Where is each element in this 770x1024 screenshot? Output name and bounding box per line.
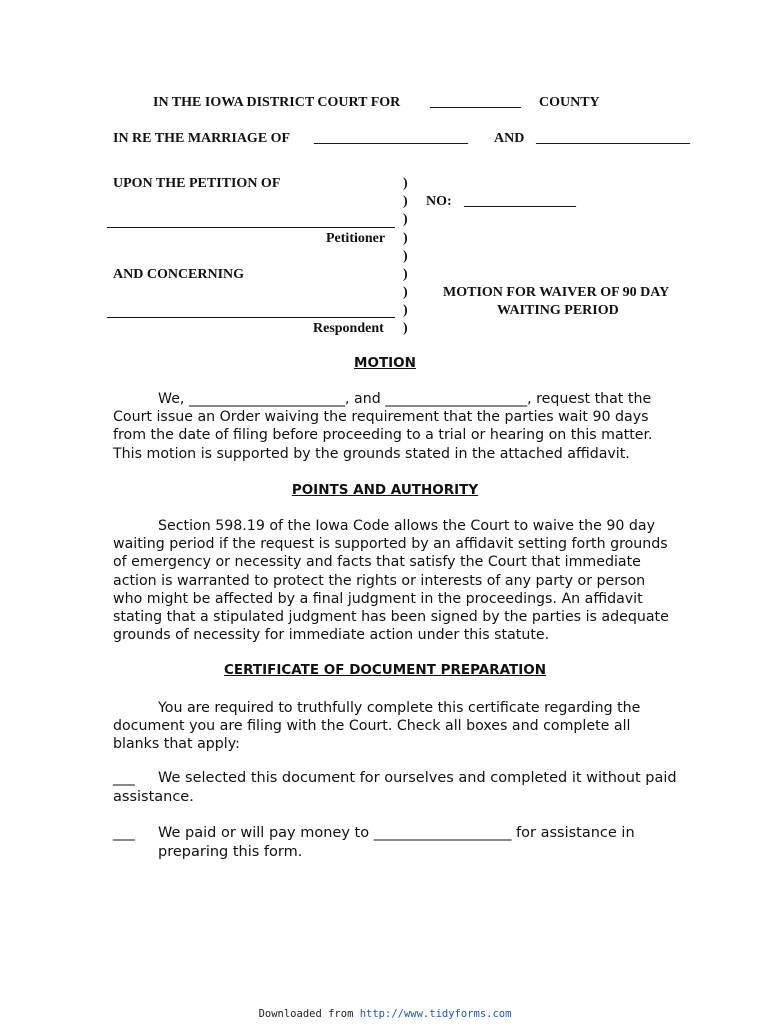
caption-paren: ) <box>403 176 408 191</box>
caption-paren: ) <box>403 321 408 336</box>
caption-paren: ) <box>403 285 408 300</box>
motion-body: We, ______________________, and ____________________, request that the Court issue an Order waiving the requirement that the parties wait 90 days from the date of filing before proceeding to a trial or hearing on this matter. This motion is supported by the grounds stated in the attached affidavit. <box>113 391 653 462</box>
concerning-label: AND CONCERNING <box>113 267 245 282</box>
court-title: IN THE IOWA DISTRICT COURT FOR <box>153 95 401 110</box>
footer-prefix: Downloaded from <box>258 1008 354 1020</box>
motion-heading-text: MOTION <box>354 355 416 371</box>
petitioner-name-line[interactable] <box>107 227 395 228</box>
petitioner-label: Petitioner <box>326 231 386 246</box>
option2-text: We paid or will pay money to ___________________ for assistance in <box>158 825 635 841</box>
marriage-and-label: AND <box>494 131 525 146</box>
tidyforms-link[interactable]: http://www.tidyforms.com <box>359 1008 512 1020</box>
county-label: COUNTY <box>539 95 600 110</box>
caption-paren: ) <box>403 267 408 282</box>
marriage-blank-1[interactable]: ______________________ <box>314 131 468 146</box>
option2-text-cont: preparing this form. <box>158 844 303 860</box>
case-number-label: NO: <box>426 194 452 209</box>
marriage-blank-2[interactable]: ______________________ <box>536 131 690 146</box>
respondent-label: Respondent <box>313 321 384 336</box>
certificate-heading <box>0 662 770 678</box>
caption-paren: ) <box>403 303 408 318</box>
caption-paren: ) <box>403 194 408 209</box>
respondent-name-line[interactable] <box>107 317 395 318</box>
certificate-heading-text: CERTIFICATE OF DOCUMENT PREPARATION <box>223 662 547 678</box>
motion-title-line1: MOTION FOR WAIVER OF 90 DAY <box>443 285 670 300</box>
caption-paren: ) <box>403 231 408 246</box>
download-footer <box>0 1008 770 1020</box>
option2-checkbox-blank[interactable]: ___ <box>113 825 135 841</box>
caption-paren: ) <box>403 212 408 227</box>
option1-checkbox-blank[interactable]: ___ <box>113 770 135 786</box>
caption-paren: ) <box>403 249 408 264</box>
petition-label: UPON THE PETITION OF <box>113 176 281 191</box>
marriage-label: IN RE THE MARRIAGE OF <box>113 131 291 146</box>
county-blank[interactable]: _____________ <box>430 95 521 110</box>
points-body: Section 598.19 of the Iowa Code allows the Court to waive the 90 day waiting period if the request is supported by an affidavit setting forth grounds of emergency or necessity and facts that satisfy the Court that immediate action is warranted to protect the rights or interests of any party or person who might be affected by a final judgment in the proceedings. An affidavit stating that a stipulated judgment has been signed by the parties is adequate grounds of necessity for immediate action under this statute. <box>113 518 669 644</box>
motion-heading <box>0 355 770 371</box>
points-heading-text: POINTS AND AUTHORITY <box>291 482 479 498</box>
option1-text: We selected this document for ourselves and completed it without paid <box>158 770 677 786</box>
option1-text-cont: assistance. <box>113 789 194 805</box>
certificate-intro: You are required to truthfully complete this certificate regarding the document you are filing with the Court. Check all boxes and complete all blanks that apply: <box>113 700 641 753</box>
case-number-blank[interactable]: ________________ <box>464 194 576 209</box>
motion-title-line2: WAITING PERIOD <box>497 303 619 318</box>
points-heading <box>0 482 770 498</box>
